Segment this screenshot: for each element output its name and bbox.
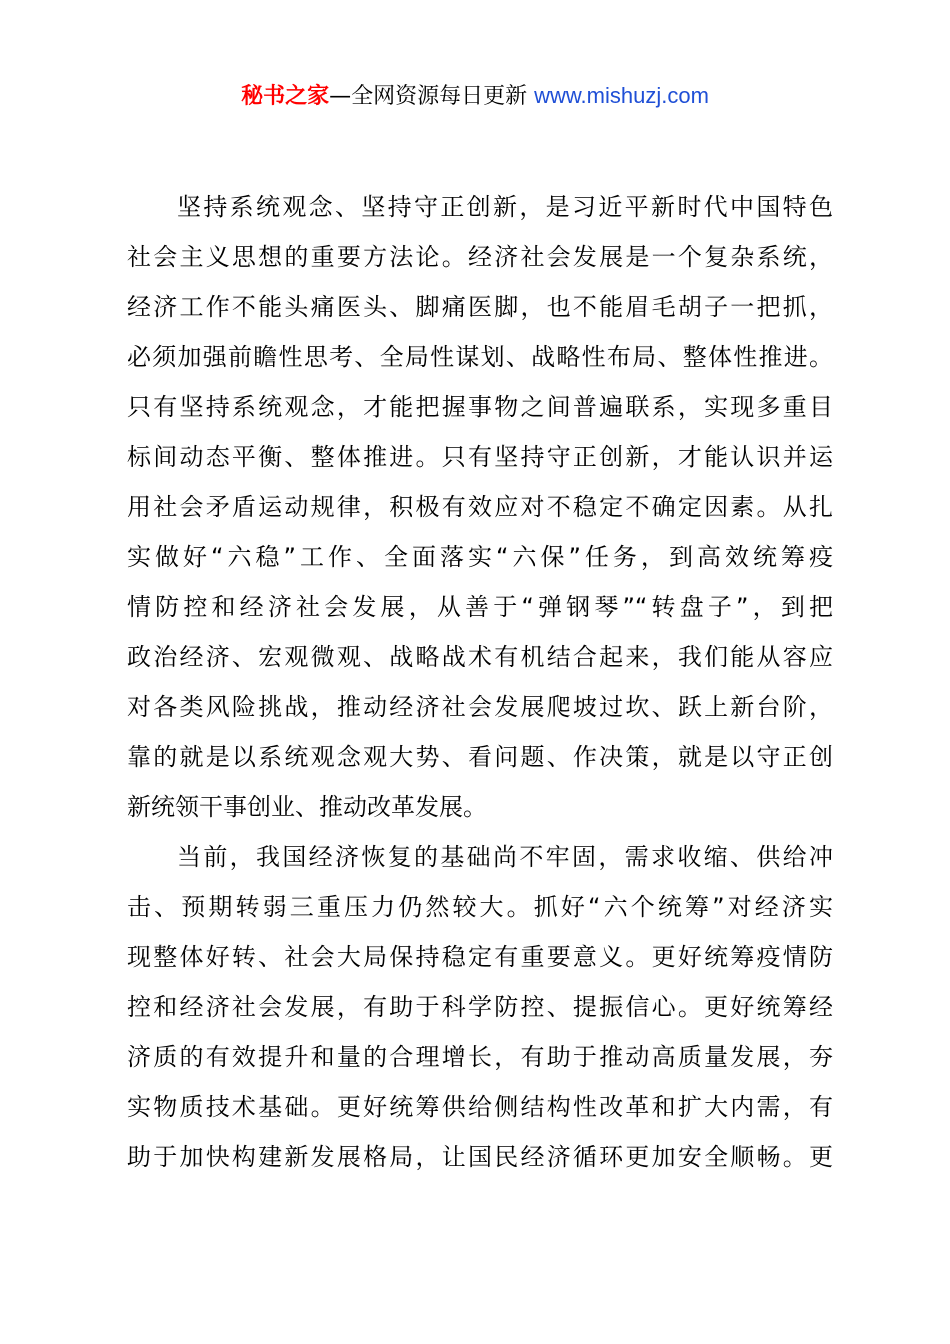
text-line: 经济工作不能头痛医头、脚痛医脚，也不能眉毛胡子一把抓， bbox=[127, 293, 833, 321]
article-body bbox=[127, 182, 833, 1182]
header-tagline: —全网资源每日更新 bbox=[329, 84, 528, 109]
page-header bbox=[0, 80, 950, 113]
text-line: 现整体好转、社会大局保持稳定有重要意义。更好统筹疫情防 bbox=[127, 943, 833, 971]
text-line: 必须加强前瞻性思考、全局性谋划、战略性布局、整体性推进。 bbox=[127, 343, 833, 371]
text-line: 济质的有效提升和量的合理增长，有助于推动高质量发展，夯 bbox=[127, 1043, 833, 1071]
text-line: 控和经济社会发展，有助于科学防控、提振信心。更好统筹经 bbox=[127, 993, 833, 1021]
text-line: 靠的就是以系统观念观大势、看问题、作决策，就是以守正创 bbox=[127, 743, 833, 771]
paragraph-1 bbox=[127, 182, 833, 832]
text-line: 坚持系统观念、坚持守正创新，是习近平新时代中国特色 bbox=[177, 193, 833, 221]
text-line: 实物质技术基础。更好统筹供给侧结构性改革和扩大内需，有 bbox=[127, 1093, 833, 1121]
brand-name: 秘书之家 bbox=[241, 84, 330, 109]
text-line: 当前，我国经济恢复的基础尚不牢固，需求收缩、供给冲 bbox=[177, 843, 833, 871]
paragraph-2 bbox=[127, 832, 833, 1182]
text-line: 情防控和经济社会发展，从善于“弹钢琴”“转盘子”，到把 bbox=[127, 593, 833, 621]
text-line: 实做好“六稳”工作、全面落实“六保”任务，到高效统筹疫 bbox=[127, 543, 833, 571]
text-line: 新统领干事创业、推动改革发展。 bbox=[127, 793, 487, 821]
text-line: 对各类风险挑战，推动经济社会发展爬坡过坎、跃上新台阶， bbox=[127, 693, 833, 721]
text-line: 社会主义思想的重要方法论。经济社会发展是一个复杂系统， bbox=[127, 243, 833, 271]
site-url-link[interactable]: www.mishuzj.com bbox=[534, 83, 709, 108]
text-line: 标间动态平衡、整体推进。只有坚持守正创新，才能认识并运 bbox=[127, 443, 833, 471]
text-line: 只有坚持系统观念，才能把握事物之间普遍联系，实现多重目 bbox=[127, 393, 833, 421]
text-line: 助于加快构建新发展格局，让国民经济循环更加安全顺畅。更 bbox=[127, 1143, 833, 1171]
text-line: 击、预期转弱三重压力仍然较大。抓好“六个统筹”对经济实 bbox=[127, 893, 833, 921]
text-line: 政治经济、宏观微观、战略战术有机结合起来，我们能从容应 bbox=[127, 643, 833, 671]
text-line: 用社会矛盾运动规律，积极有效应对不稳定不确定因素。从扎 bbox=[127, 493, 833, 521]
